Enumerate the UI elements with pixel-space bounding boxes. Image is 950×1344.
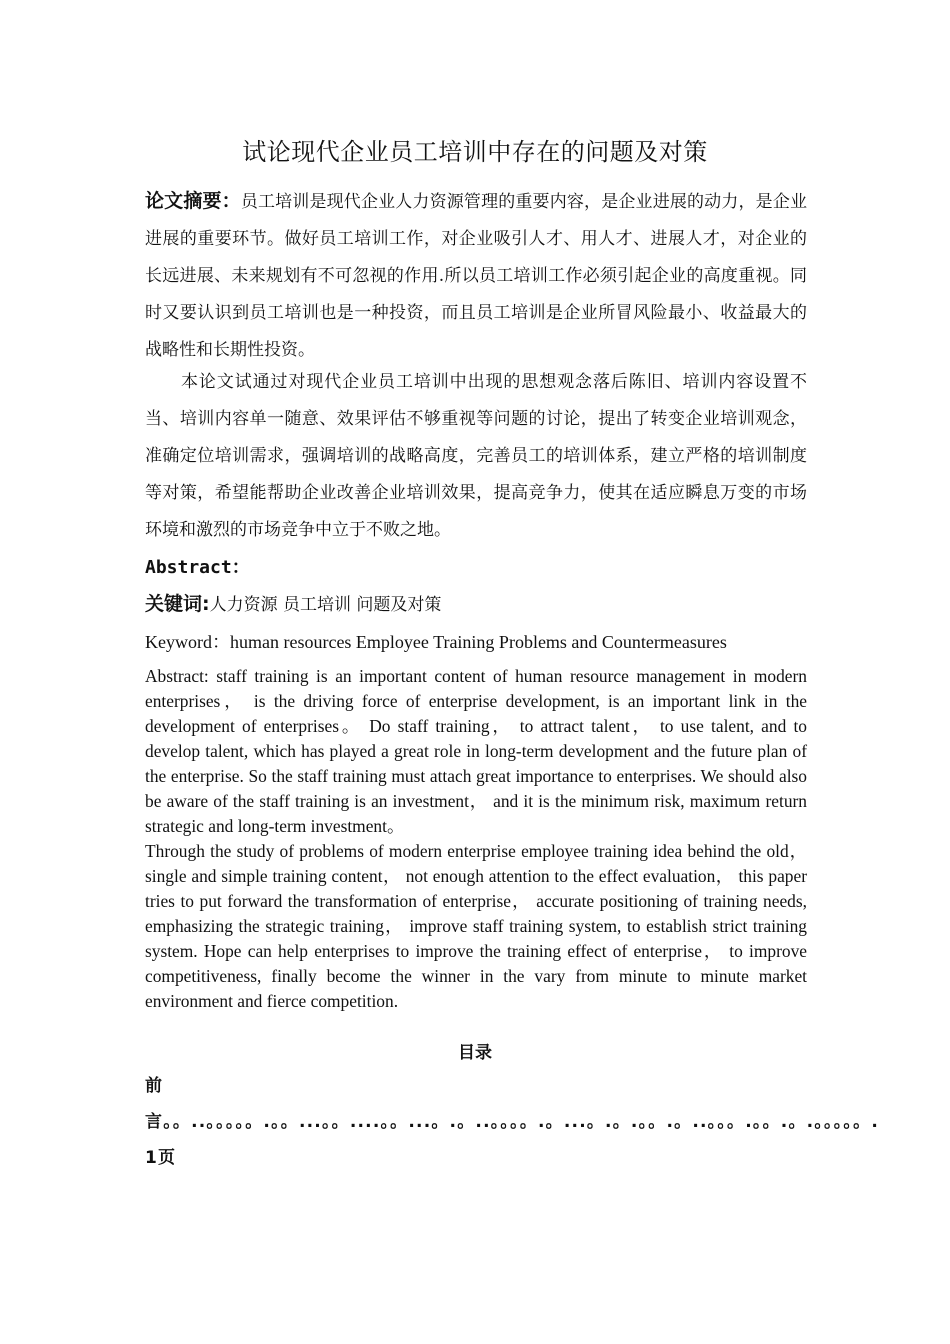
keywords-cn xyxy=(145,589,441,616)
abstract-en-paragraph-1: Abstract: staff training is an important content of human resource management in modern enterprises， is the driving force of enterprise development, is an important link in the development of enterprises。 Do staff training， to attract talent， to use talent, and to develop talent, which has played a great role in long-term development and the future plan of the enterprise. So the staff training must attach great importance to enterprises. We should also be aware of the staff training is an investment， and it is the minimum risk, maximum return strategic and long-term investment。 xyxy=(145,666,807,836)
abstract-en-heading: Abstract： xyxy=(145,557,250,578)
keywords-en: Keyword：human resources Employee Training Problems and Countermeasures xyxy=(145,632,727,652)
toc-title: 目录 xyxy=(458,1043,492,1063)
toc-entry-preface[interactable]: 前言。。..。。。。。.。。...。。....。。...。.。..。。。。.。...。.。.。。.。..。。。.。。.。.。。。。。.1页 xyxy=(145,1076,879,1168)
abstract-cn-paragraph-1 xyxy=(145,183,807,369)
abstract-cn-text-1: 员工培训是现代企业人力资源管理的重要内容，是企业进展的动力，是企业进展的重要环节。做好员工培训工作，对企业吸引人才、用人才、进展人才，对企业的长远进展、未来规划有不可忽视的作用.所以员工培训工作必须引起企业的高度重视。同时又要认识到员工培训也是一种投资，而且员工培训是企业所冒风险最小、收益最大的战略性和长期性投资。 xyxy=(145,192,807,360)
paper-title: 试论现代企业员工培训中存在的问题及对策 xyxy=(242,138,708,166)
abstract-cn-label: 论文摘要： xyxy=(145,190,241,212)
keywords-cn-label: 关键词: xyxy=(145,593,210,615)
abstract-cn-paragraph-2: 本论文试通过对现代企业员工培训中出现的思想观念落后陈旧、培训内容设置不当、培训内容单一随意、效果评估不够重视等问题的讨论，提出了转变企业培训观念，准确定位培训需求，强调培训的战略高度，完善员工的培训体系，建立严格的培训制度等对策，希望能帮助企业改善企业培训效果，提高竞争力，使其在适应瞬息万变的市场环境和激烈的市场竞争中立于不败之地。 xyxy=(145,372,807,540)
keywords-cn-text: 人力资源 员工培训 问题及对策 xyxy=(209,595,442,615)
abstract-en-paragraph-2: Through the study of problems of modern enterprise employee training idea behind the old， single and simple training content， not enough attention to the effect evaluation， this paper tries to put forward the transformation of enterprise， accurate positioning of training needs, emphasizing the strategic training， improve staff training system, to establish strict training system. Hope can help enterprises to improve the training effect of enterprise， to improve competitiveness, finally become the winner in the vary from minute to minute market environment and fierce competition. xyxy=(145,841,807,1011)
